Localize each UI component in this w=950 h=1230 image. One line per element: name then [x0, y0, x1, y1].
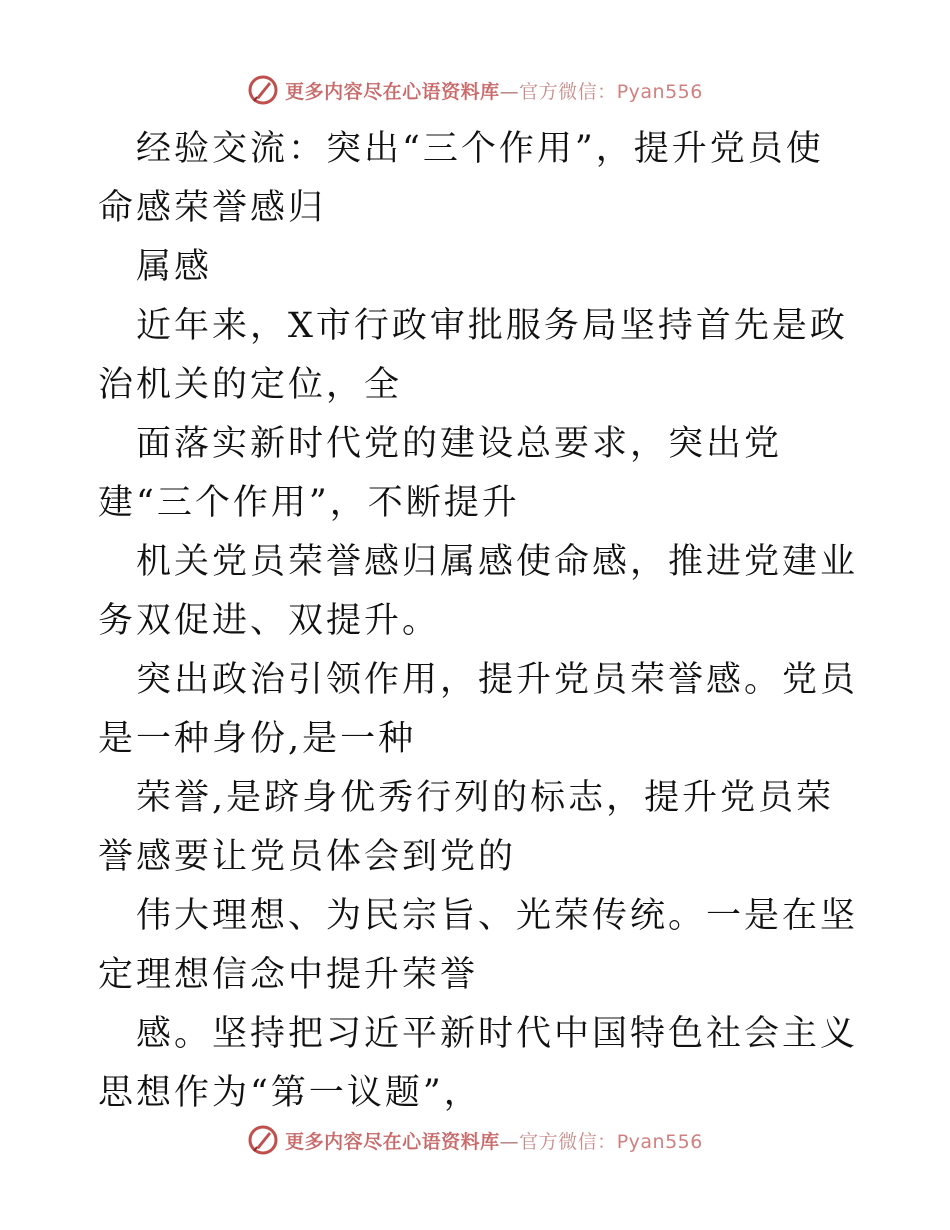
quill-logo-icon [247, 74, 279, 106]
footer-watermark [0, 1122, 950, 1158]
paragraph-body-2: 荣誉,是跻身优秀行列的标志，提升党员荣誉感要让党员体会到党的 [98, 778, 835, 877]
paragraph-intro-2: 面落实新时代党的建设总要求，突出党建“三个作用”，不断提升 [98, 424, 783, 523]
paragraph-body-1: 突出政治引领作用，提升党员荣誉感。党员是一种身份,是一种 [98, 660, 859, 759]
watermark-separator: — [499, 80, 520, 103]
paragraph-intro-1: 近年来，X市行政审批服务局坚持首先是政治机关的定位，全 [98, 306, 848, 405]
watermark-wechat-id: Pyan556 [616, 1130, 703, 1153]
document-body [98, 120, 858, 1123]
watermark-separator: — [499, 1130, 520, 1153]
watermark-wechat-id: Pyan556 [616, 80, 703, 103]
paragraph-body-4: 感。坚持把习近平新时代中国特色社会主义思想作为“第一议题”， [98, 1014, 859, 1113]
paragraph-title: 经验交流：突出“三个作用”，提升党员使命感荣誉感归 [98, 129, 824, 228]
watermark-main-text: 更多内容尽在心语资料库 [285, 80, 500, 103]
watermark-wechat-label: 官方微信： [519, 80, 617, 103]
watermark-main-text: 更多内容尽在心语资料库 [285, 1130, 500, 1153]
quill-logo-icon [247, 1124, 279, 1156]
paragraph-title-cont: 属感 [136, 247, 213, 287]
watermark-wechat-label: 官方微信： [519, 1130, 617, 1153]
paragraph-body-3: 伟大理想、为民宗旨、光荣传统。一是在坚定理想信念中提升荣誉 [98, 896, 859, 995]
paragraph-intro-3: 机关党员荣誉感归属感使命感，推进党建业务双促进、双提升。 [98, 542, 859, 641]
header-watermark [0, 72, 950, 108]
